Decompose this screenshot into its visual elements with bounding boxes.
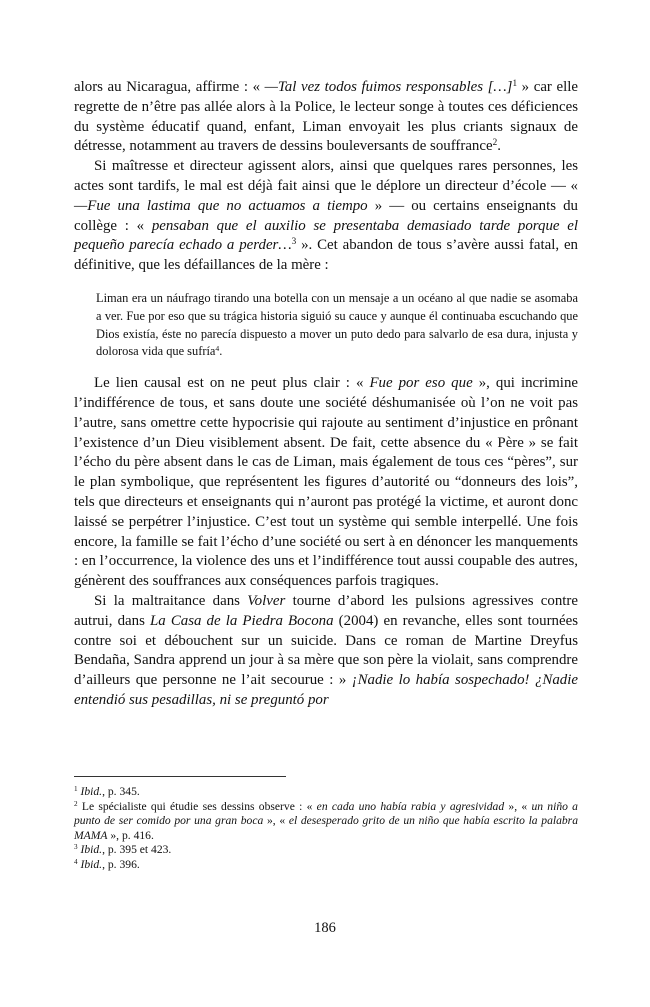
text-run: » — ou certains enseignants du collège : « <box>74 197 578 234</box>
footnote-text: , p. 396. <box>102 857 140 871</box>
text-run: » car elle regrette de n’être pas allée alors à la Police, le lecteur songe à toutes ces déficiences du système éducatif quand, enfant, Liman envoyait les plus criants signaux de détresse, notamment au travers de dessins bouleversants de souffrance <box>74 79 578 155</box>
book-title: Volver <box>247 592 286 609</box>
main-text <box>74 78 578 711</box>
footnote-separator <box>74 776 286 777</box>
quote-text: Liman era un náufrago tirando una botella con un mensaje a un océano al que nadie se asomaba a ver. Fue por eso que su trágica historia siguió su cauce y aunque él continuaba escuchando que Dios existía, éste no parecía dispuesto a mover un puto dedo para salvarlo de esa dura, injusta y dolorosa vida que sufría <box>96 290 578 359</box>
footnote-text: , p. 395 et 423. <box>102 843 172 857</box>
text-run: », qui incrimine l’indifférence de tous, et sans doute une société déshumanisée où l’on ne voit pas l’autre, sans omettre cette hypocrisie qui rajoute au sentiment d’injustice en prônant l’existence d’un Dieu visiblement absent. De fait, cette absence du « Père » se fait l’écho du père absent dans le cas de Liman, mais également de tous ces “pères”, sur le plan symbolique, que représentent les figures d’autorité ou “donneurs des lois”, tels que directeurs et enseignants qui n’auront pas protégé la victime, et auront donc laissé se perpétrer l’injustice. C’est tout un système qui semble interpellé. Une fois encore, la famille se fait l’écho d’une société ou sert à en dénoncer les manquements : en l’occurrence, la violence des uns et l’indifférence tout aussi coupable des autres, génèrent des souffrances aux conséquences parfois tragiques. <box>74 375 579 590</box>
paragraph-1 <box>74 78 578 157</box>
footnote-1 <box>74 785 578 800</box>
text-run: (2004) en revanche, elles sont tournées contre soi et débouchent sur un suicide. Dans ce roman de Martine Dreyfus Bendaña, Sandra apprend un jour à sa mère que son père la violait, sans comprendre d’ailleurs que personne ne l’ait secourue : » <box>74 612 578 689</box>
footnote-3 <box>74 843 578 858</box>
paragraph-4 <box>74 592 578 711</box>
footnote-ref: 4 <box>215 344 220 354</box>
text-run: Si maîtresse et directeur agissent alors, ainsi que quelques rares personnes, les actes sont tardifs, le mal est déjà fait ainsi que le déplore un directeur d’école — « <box>74 158 578 194</box>
footnote-number: 2 <box>74 799 78 808</box>
footnote-text: », « <box>263 814 289 828</box>
footnote-2 <box>74 800 578 844</box>
text-run: Si la maltraitance dans <box>94 592 248 609</box>
page-number: 186 <box>314 920 336 936</box>
footnote-4 <box>74 858 578 873</box>
text-run: . <box>497 138 501 155</box>
footnote-ref: 3 <box>291 236 297 247</box>
book-title: La Casa de la Piedra Bocona <box>149 612 334 629</box>
spanish-quote: pensaban que el auxilio se presentaba demasiado tarde porque el pequeño parecía echado a perder… <box>74 217 578 254</box>
text-run: tourne d’abord les pulsions agressives contre autrui, dans <box>74 592 578 629</box>
spanish-quote: Fue por eso que <box>369 375 473 392</box>
footnote-ref: 1 <box>512 77 518 88</box>
ibid: Ibid. <box>80 857 103 871</box>
footnote-text: Le spécialiste qui étudie ses dessins observe : « <box>77 799 317 813</box>
spanish-quote: un niño a punto de ser comido por una gran boca <box>74 799 578 828</box>
text-run: alors au Nicaragua, affirme : « <box>74 79 265 95</box>
spanish-quote: ¡Nadie lo había sospechado! ¿Nadie entendió sus pesadillas, ni se preguntó por <box>74 672 578 708</box>
ibid: Ibid. <box>80 785 103 798</box>
text-run: ». Cet abandon de tous s’avère aussi fatal, en définitive, que les défaillances de la mère : <box>74 237 578 274</box>
block-quote <box>96 290 578 361</box>
footnote-text: », p. 416. <box>107 828 154 842</box>
footnote-text: , p. 345. <box>102 785 140 798</box>
footnote-text: », « <box>504 799 532 813</box>
text-run: Le lien causal est on ne peut plus clair : « <box>94 375 370 392</box>
spanish-quote: —Tal vez todos fuimos responsables […] <box>264 79 513 95</box>
paragraph-2 <box>74 157 578 276</box>
spanish-quote: en cada uno había rabia y agresividad <box>316 799 505 813</box>
footnote-number: 1 <box>74 785 78 794</box>
ibid: Ibid. <box>80 843 103 857</box>
spanish-quote: —Fue una lastima que no actuamos a tiempo <box>74 197 368 214</box>
footnote-ref: 2 <box>492 137 498 148</box>
paragraph-3 <box>74 374 578 592</box>
footnotes <box>74 785 578 873</box>
footnote-number: 3 <box>74 843 78 852</box>
spanish-quote: el desesperado grito de un niño que había escrito la palabra MAMA <box>74 814 578 842</box>
footnote-number: 4 <box>74 858 78 867</box>
text-run: . <box>219 344 223 359</box>
